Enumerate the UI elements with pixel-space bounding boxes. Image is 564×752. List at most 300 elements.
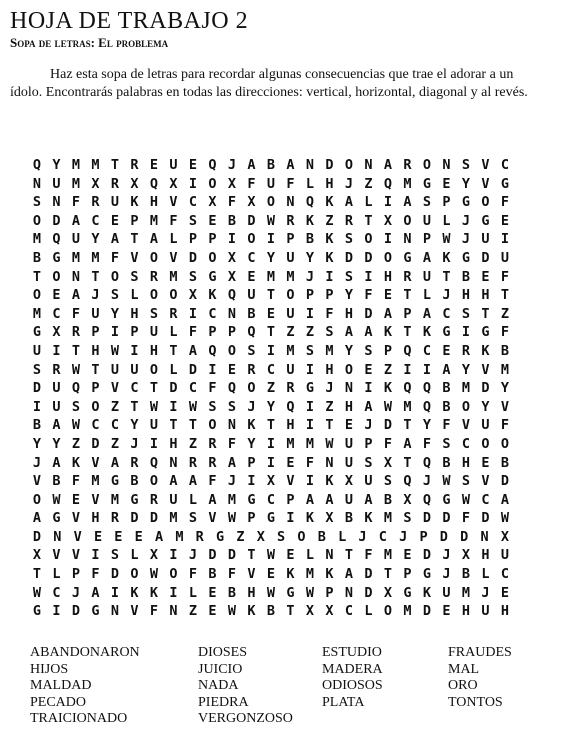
grid-letter: Z (325, 212, 334, 229)
grid-letter: N (169, 603, 178, 620)
grid-letter: E (442, 603, 451, 620)
grid-letter: J (227, 473, 237, 490)
grid-letter: N (325, 454, 334, 471)
page-subtitle (10, 36, 168, 49)
grid-letter: N (364, 157, 373, 173)
grid-letter: C (188, 380, 198, 397)
grid-letter: I (266, 435, 276, 452)
grid-letter: K (383, 324, 393, 341)
grid-letter: K (325, 473, 334, 490)
grid-letter: H (481, 287, 490, 304)
grid-letter: L (305, 547, 315, 564)
grid-letter: Z (364, 175, 373, 192)
grid-letter: X (305, 603, 315, 620)
grid-letter: F (208, 473, 217, 490)
grid-letter: N (227, 305, 237, 322)
grid-letter: B (317, 528, 326, 545)
grid-letter: B (442, 380, 451, 397)
grid-letter: Z (110, 398, 120, 415)
grid-letter: I (383, 194, 393, 211)
grid-letter: R (110, 175, 120, 192)
grid-letter: U (286, 361, 295, 378)
grid-letter: Q (403, 473, 412, 490)
grid-row (30, 286, 512, 305)
grid-letter: N (442, 157, 451, 173)
grid-letter: M (383, 547, 393, 564)
grid-letter: S (403, 510, 412, 527)
grid-letter: Q (403, 380, 412, 397)
grid-letter: B (305, 231, 315, 248)
grid-letter: T (110, 157, 120, 173)
grid-letter: D (71, 603, 81, 620)
grid-letter: O (344, 361, 354, 378)
grid-letter: W (266, 212, 276, 229)
grid-row (30, 342, 512, 361)
grid-letter: S (188, 510, 198, 527)
grid-letter: T (403, 417, 412, 434)
grid-letter: Y (422, 417, 432, 434)
grid-letter: V (130, 249, 139, 266)
grid-letter: W (227, 510, 237, 527)
grid-letter: H (149, 194, 159, 211)
grid-letter: A (325, 491, 334, 508)
grid-letter: X (32, 547, 42, 564)
grid-letter: S (277, 528, 286, 545)
grid-letter: C (442, 305, 451, 322)
grid-letter: Z (110, 435, 120, 452)
instructions-paragraph: Haz esta sopa de letras para recordar algunas consecuencias que trae el adorar a un ídolo. Encontrarás palabras en todas las direcciones: vertical, horizontal, diagonal y al revés. (10, 67, 528, 100)
grid-letter: U (149, 324, 159, 341)
grid-letter: I (52, 342, 61, 359)
grid-letter: C (500, 157, 510, 173)
grid-letter: T (32, 566, 42, 583)
grid-letter: B (442, 398, 451, 415)
grid-letter: Q (422, 380, 432, 397)
grid-letter: K (208, 287, 217, 304)
grid-letter: H (461, 287, 471, 304)
grid-letter: F (227, 435, 237, 452)
grid-letter: S (227, 398, 237, 415)
grid-letter: M (403, 398, 412, 415)
grid-letter: S (461, 473, 471, 490)
grid-letter: F (227, 194, 237, 211)
grid-letter: U (71, 231, 81, 248)
grid-letter: Q (227, 287, 237, 304)
grid-letter: V (481, 361, 490, 378)
word-list-item: ORO (448, 678, 478, 694)
grid-row (30, 230, 512, 249)
grid-letter: R (247, 361, 256, 378)
grid-letter: N (110, 603, 120, 620)
grid-letter: I (305, 361, 315, 378)
grid-letter: D (481, 380, 490, 397)
grid-letter: J (461, 212, 471, 229)
grid-letter: T (247, 547, 256, 564)
grid-letter: E (286, 547, 295, 564)
grid-letter: U (422, 212, 432, 229)
grid-letter: U (149, 417, 159, 434)
grid-letter: F (422, 435, 432, 452)
grid-letter: R (188, 454, 198, 471)
grid-letter: Q (422, 454, 432, 471)
grid-letter: F (500, 324, 510, 341)
grid-letter: X (500, 528, 509, 545)
grid-letter: U (32, 342, 42, 359)
grid-letter: M (169, 510, 178, 527)
grid-letter: F (91, 566, 100, 583)
word-list-column (30, 645, 198, 728)
grid-letter: K (286, 566, 295, 583)
grid-letter: X (208, 194, 217, 211)
grid-letter: F (500, 194, 510, 211)
word-list-item: NADA (198, 678, 239, 694)
grid-letter: J (305, 268, 315, 285)
grid-letter: P (208, 231, 217, 248)
grid-letter: S (344, 231, 354, 248)
grid-letter: V (461, 417, 471, 434)
grid-letter: D (32, 528, 42, 545)
grid-letter: Q (286, 398, 295, 415)
grid-row (30, 398, 512, 417)
grid-letter: G (442, 324, 451, 341)
grid-letter: D (188, 361, 198, 378)
grid-letter: T (364, 212, 373, 229)
grid-letter: H (500, 603, 510, 620)
grid-letter: O (383, 603, 393, 620)
grid-letter: X (149, 547, 159, 564)
grid-letter: I (169, 584, 178, 601)
grid-letter: G (403, 584, 412, 601)
grid-letter: U (500, 547, 510, 564)
grid-letter: V (71, 510, 81, 527)
grid-row (30, 249, 512, 268)
grid-letter: M (32, 231, 42, 248)
grid-letter: O (149, 287, 159, 304)
grid-letter: W (442, 231, 451, 248)
grid-letter: N (227, 417, 237, 434)
word-list-item: ODIOSOS (322, 678, 383, 694)
grid-letter: F (442, 417, 451, 434)
grid-letter: E (134, 528, 143, 545)
grid-letter: X (227, 268, 237, 285)
grid-letter: K (247, 417, 256, 434)
grid-letter: G (32, 324, 42, 341)
grid-letter: W (227, 603, 237, 620)
grid-letter: T (71, 342, 81, 359)
grid-letter: Y (461, 175, 471, 192)
grid-letter: I (52, 603, 61, 620)
grid-letter: N (344, 380, 354, 397)
grid-letter: G (442, 491, 451, 508)
grid-letter: X (383, 584, 393, 601)
grid-letter: J (481, 584, 490, 601)
grid-letter: D (344, 249, 354, 266)
grid-letter: J (32, 454, 42, 471)
word-list-item: DIOSES (198, 645, 248, 660)
grid-letter: E (344, 417, 354, 434)
grid-letter: Z (71, 435, 81, 452)
grid-letter: R (403, 268, 412, 285)
grid-letter: D (422, 603, 432, 620)
grid-letter: G (91, 603, 100, 620)
grid-letter: P (325, 287, 334, 304)
grid-letter: F (461, 510, 471, 527)
grid-letter: A (364, 398, 373, 415)
grid-letter: M (71, 175, 81, 192)
grid-letter: X (403, 491, 412, 508)
grid-letter: X (247, 194, 256, 211)
grid-letter: O (149, 473, 159, 490)
grid-letter: I (500, 231, 510, 248)
grid-letter: S (461, 305, 471, 322)
grid-letter: R (344, 212, 354, 229)
grid-letter: P (305, 287, 315, 304)
grid-letter: G (52, 249, 61, 266)
word-list-column (322, 645, 448, 728)
grid-letter: V (169, 249, 178, 266)
grid-letter: T (169, 342, 178, 359)
grid-letter: X (461, 547, 471, 564)
grid-letter: K (247, 603, 256, 620)
grid-letter: O (208, 417, 217, 434)
grid-letter: E (500, 584, 510, 601)
grid-letter: K (364, 510, 373, 527)
grid-letter: V (286, 473, 295, 490)
grid-letter: R (286, 212, 295, 229)
grid-letter: F (286, 175, 295, 192)
grid-letter: H (461, 454, 471, 471)
grid-letter: Q (32, 157, 42, 173)
grid-letter: U (442, 584, 451, 601)
grid-letter: W (305, 584, 315, 601)
grid-letter: O (169, 287, 178, 304)
grid-letter: X (52, 324, 61, 341)
grid-letter: D (383, 417, 393, 434)
grid-letter: E (364, 361, 373, 378)
grid-letter: I (247, 473, 256, 490)
grid-letter: S (188, 212, 198, 229)
grid-letter: A (364, 324, 373, 341)
grid-letter: D (439, 528, 448, 545)
grid-letter: Q (71, 380, 81, 397)
grid-letter: T (266, 324, 276, 341)
grid-letter: S (208, 398, 217, 415)
grid-letter: E (481, 268, 490, 285)
grid-letter: A (422, 305, 432, 322)
grid-letter: E (208, 603, 217, 620)
grid-letter: C (344, 603, 354, 620)
grid-letter: H (130, 305, 139, 322)
grid-letter: B (266, 603, 276, 620)
grid-letter: Q (422, 491, 432, 508)
grid-letter: M (461, 584, 471, 601)
grid-letter: X (188, 287, 198, 304)
grid-letter: Z (286, 324, 295, 341)
grid-letter: S (130, 268, 139, 285)
grid-letter: N (32, 175, 42, 192)
word-list-item: MALDAD (30, 678, 92, 694)
grid-row (30, 565, 512, 584)
grid-letter: M (286, 435, 295, 452)
grid-letter: P (247, 510, 256, 527)
grid-letter: U (52, 398, 61, 415)
grid-letter: O (208, 249, 217, 266)
grid-letter: F (247, 175, 256, 192)
grid-letter: F (383, 435, 393, 452)
grid-letter: Y (32, 435, 42, 452)
grid-letter: Z (305, 324, 315, 341)
grid-letter: M (403, 603, 412, 620)
grid-letter: Q (422, 398, 432, 415)
grid-letter: M (266, 268, 276, 285)
grid-letter: K (422, 324, 432, 341)
grid-letter: C (52, 305, 61, 322)
grid-letter: X (256, 528, 265, 545)
grid-letter: I (325, 268, 334, 285)
grid-letter: A (500, 491, 510, 508)
grid-letter: Q (52, 231, 61, 248)
grid-letter: P (188, 231, 198, 248)
grid-letter: D (208, 547, 217, 564)
grid-letter: K (325, 194, 334, 211)
grid-row (30, 509, 512, 528)
grid-letter: I (266, 231, 276, 248)
grid-letter: R (91, 194, 100, 211)
grid-letter: K (325, 566, 334, 583)
grid-letter: K (149, 584, 159, 601)
grid-letter: M (286, 342, 295, 359)
word-list (30, 645, 540, 728)
grid-letter: I (461, 324, 471, 341)
grid-row (30, 175, 512, 194)
grid-letter: H (286, 417, 295, 434)
grid-letter: T (266, 287, 276, 304)
word-list-column (198, 645, 322, 728)
grid-letter: C (110, 417, 120, 434)
grid-letter: Y (266, 398, 276, 415)
grid-letter: R (461, 342, 471, 359)
grid-letter: M (169, 268, 178, 285)
grid-letter: E (442, 342, 451, 359)
grid-letter: O (266, 194, 276, 211)
grid-letter: K (325, 249, 334, 266)
grid-letter: E (266, 566, 276, 583)
grid-letter: W (442, 473, 451, 490)
grid-letter: A (383, 157, 393, 173)
grid-letter: Z (188, 435, 198, 452)
grid-letter: R (286, 380, 295, 397)
grid-letter: D (247, 212, 256, 229)
grid-letter: V (169, 194, 178, 211)
grid-letter: K (422, 584, 432, 601)
grid-letter: W (266, 584, 276, 601)
word-list-item: MADERA (322, 661, 383, 677)
grid-letter: A (344, 194, 354, 211)
grid-letter: K (305, 510, 315, 527)
grid-letter: Y (500, 380, 510, 397)
grid-letter: D (91, 435, 100, 452)
grid-letter: H (325, 175, 334, 192)
grid-letter: H (91, 510, 100, 527)
grid-letter: P (286, 491, 295, 508)
grid-letter: S (461, 157, 471, 173)
grid-letter: F (208, 380, 217, 397)
grid-letter: F (188, 566, 198, 583)
grid-letter: Y (344, 287, 354, 304)
grid-letter: P (325, 584, 334, 601)
grid-letter: T (149, 380, 159, 397)
grid-letter: W (188, 398, 198, 415)
grid-letter: Q (208, 157, 217, 173)
grid-letter: O (383, 249, 393, 266)
grid-letter: L (338, 528, 347, 545)
grid-letter: J (442, 547, 451, 564)
grid-letter: L (130, 287, 139, 304)
grid-letter: E (52, 287, 61, 304)
grid-letter: E (114, 528, 123, 545)
grid-letter: O (461, 398, 471, 415)
grid-letter: M (91, 157, 100, 173)
grid-letter: X (383, 212, 393, 229)
grid-letter: I (169, 547, 178, 564)
grid-letter: L (481, 566, 490, 583)
grid-letter: C (130, 380, 139, 397)
grid-letter: H (383, 268, 393, 285)
grid-letter: M (71, 157, 81, 173)
grid-letter: E (208, 584, 217, 601)
grid-letter: U (364, 473, 373, 490)
grid-letter: T (130, 398, 139, 415)
word-list-item: ESTUDIO (322, 645, 382, 660)
grid-letter: E (149, 157, 159, 173)
grid-letter: H (247, 584, 256, 601)
grid-letter: G (422, 175, 432, 192)
grid-letter: B (32, 249, 42, 266)
grid-letter: K (442, 249, 451, 266)
grid-letter: J (91, 287, 100, 304)
grid-letter: W (149, 398, 159, 415)
grid-letter: T (130, 231, 139, 248)
grid-letter: R (149, 491, 159, 508)
grid-letter: Q (227, 380, 237, 397)
grid-letter: O (149, 361, 159, 378)
grid-letter: O (481, 435, 490, 452)
grid-letter: X (91, 175, 100, 192)
grid-letter: E (208, 212, 217, 229)
grid-letter: A (110, 454, 120, 471)
grid-letter: L (130, 547, 139, 564)
grid-letter: O (91, 398, 100, 415)
grid-letter: I (110, 324, 120, 341)
grid-letter: U (110, 361, 120, 378)
grid-letter: X (325, 510, 334, 527)
grid-letter: F (325, 305, 334, 322)
grid-letter: S (383, 473, 393, 490)
grid-letter: U (286, 305, 295, 322)
grid-letter: O (247, 231, 256, 248)
grid-letter: A (344, 566, 354, 583)
word-list-item: PIEDRA (198, 694, 249, 710)
grid-letter: A (71, 287, 81, 304)
grid-letter: H (149, 342, 159, 359)
grid-letter: C (266, 491, 276, 508)
grid-letter: C (247, 249, 256, 266)
grid-letter: B (227, 212, 237, 229)
grid-letter: Q (305, 194, 315, 211)
grid-letter: O (344, 157, 354, 173)
grid-letter: Y (91, 231, 100, 248)
grid-letter: S (149, 305, 159, 322)
